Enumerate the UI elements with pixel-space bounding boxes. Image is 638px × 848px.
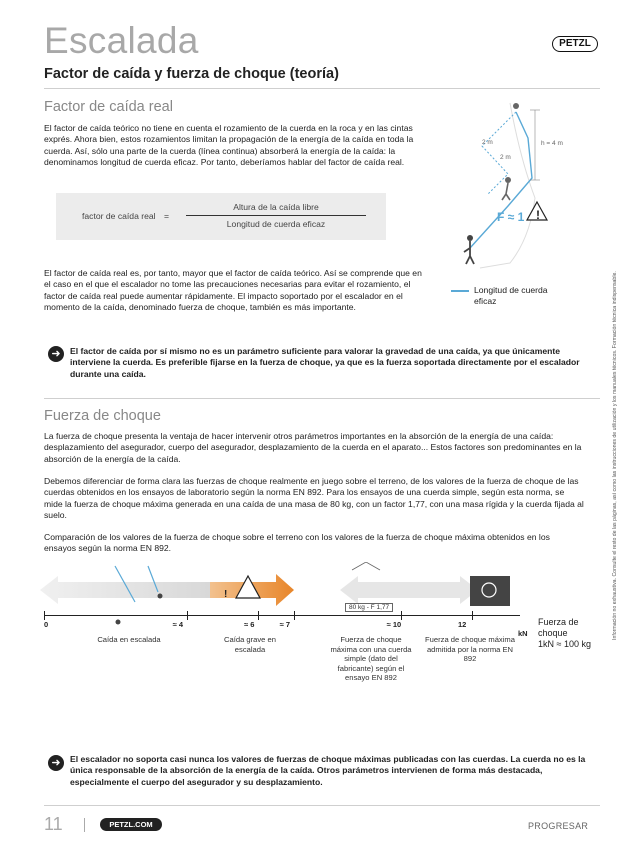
scale-tick-label: 12 — [458, 620, 467, 629]
section1-paragraph-1: El factor de caída teórico no tiene en cuenta el rozamiento de la cuerda en la roca y en las cintas exprés. Ahora bien, estos rozamientos limitan la propagación de la energía de la caída en toda la cuerda. Así, sólo una parte de la cuerda (línea continua) absorberá la energía de la caída: la denominamos longitud de cuerda eficaz. Por tanto, deberíamos hablar del factor de caída real. — [44, 123, 414, 167]
scale-tick-mark — [472, 611, 473, 620]
scale-warning-mark: ! — [224, 589, 228, 600]
section-heading-impact-force: Fuerza de choque — [44, 408, 161, 424]
fall-factor-illustration — [440, 98, 600, 303]
formula-left: factor de caída real — [82, 211, 156, 221]
section-divider — [44, 398, 600, 399]
scale-tick-label: ≈ 4 — [172, 620, 184, 629]
belayer-scale-icon — [116, 620, 121, 625]
scale-tick-mark — [187, 611, 188, 620]
note-impact-force: El escalador no soporta casi nunca los valores de fuerzas de choque máximas publicadas con las cuerdas. La cuerda no es la única responsable de la absorción de la energía de la caída. Otros parámetros intervienen de forma más destacada, especialmente el cuerpo del asegurador y su desplazamiento. — [70, 754, 586, 787]
fall-factor-value: F ≈ 1 — [497, 210, 525, 224]
caption-climbing-fall: Caída en escalada — [97, 635, 161, 644]
legend-effective-rope: Longitud de cuerda eficaz — [474, 285, 548, 307]
section2-paragraph-3: Comparación de los valores de la fuerza de choque sobre el terreno con los valores de la fuerza de choque máxima obtenidos en los ensayos según la norma EN 892. — [44, 532, 550, 554]
climber-top-icon — [513, 103, 519, 109]
section-heading-factor: Factor de caída real — [44, 99, 173, 115]
test-rig-icon — [352, 562, 380, 570]
page-subtitle: Factor de caída y fuerza de choque (teoría) — [44, 66, 339, 82]
formula-fraction-line — [186, 215, 366, 216]
scale-tick-label: 0 — [44, 620, 49, 629]
footer-separator — [84, 818, 85, 832]
formula-numerator: Altura de la caída libre — [233, 202, 319, 212]
formula-equals: = — [164, 211, 170, 221]
warning-mark: ! — [536, 208, 540, 222]
label-2m-top: 2 m — [482, 139, 493, 146]
section2-paragraph-1: La fuerza de choque presenta la ventaja de hacer intervenir otros parámetros importantes en la absorción de la energía de una caída: desplazamiento del asegurador, cuerpo del asegurador, desplazamiento de la cuerda en el aparato... Estos factores son predominantes en la absorción de la energía de la caída. — [44, 431, 582, 464]
formula-denominator: Longitud de cuerda eficaz — [226, 219, 326, 229]
arrow-right-icon: ➜ — [48, 346, 64, 362]
petzl-website-link[interactable]: PETZL.COM — [100, 818, 162, 831]
climber-scale-icon — [158, 594, 163, 599]
page-number: 11 — [44, 814, 63, 834]
scale-tick-label: ≈ 7 — [279, 620, 291, 629]
scale-tick-mark — [44, 611, 45, 620]
section1-paragraph-2: El factor de caída real es, por tanto, mayor que el factor de caída teórico. Así se comprende que en el caso en el que el escalador no tome las precauciones necesarias para evitar el rozamiento, el factor de caída real puede aumentar rápidamente. El impacto soportado por el escalador en el momento de la caída, denominado fuerza de choque, también es más importante. — [44, 268, 422, 312]
side-label-conversion: 1kN ≈ 100 kg — [538, 639, 591, 649]
petzl-logo: PETZL — [552, 36, 598, 52]
side-disclaimer: Información no exhaustiva. Consulte el resto de las páginas, así como las instrucciones de utilización y los manuales técnicos. Formación técnica indispensable. — [612, 271, 618, 640]
scale-tick-mark — [258, 611, 259, 620]
formula-box — [56, 193, 386, 240]
scale-tick-mark — [401, 611, 402, 620]
test-label: 80 kg - F 1,77 — [345, 603, 393, 612]
note-fall-factor: El factor de caída por sí mismo no es un parámetro suficiente para valorar la gravedad de una caída, ya que únicamente interviene la cuerda. Es preferible fijarse en la fuerza de choque, ya que es la fuerza soportada directamente por el escalador durante una caída. — [70, 346, 580, 379]
label-2m-bottom: 2 m — [500, 154, 511, 161]
belayer-icon — [467, 235, 473, 241]
climber-fall-icon — [505, 177, 511, 183]
arrow-right-icon-2: ➜ — [48, 755, 64, 771]
side-label-title: Fuerza de choque — [538, 617, 579, 638]
section2-paragraph-2: Debemos diferenciar de forma clara las fuerzas de choque realmente en juego sobre el terreno, de los valores de la fuerza de choque de las cuerdas obtenidos en los ensayos de laboratorio según la norma EN 892. Para los ensayos de una cuerda simple, según esta norma, se mide la fuerza de choque máxima generada en una caída de una masa de 80 kg, con un factor 1,77, con una masa rígida y la cuerda fijada al suelo. — [44, 476, 584, 520]
caption-max-impact-norm: Fuerza de choque máxima admitida por la norma EN 892 — [425, 635, 515, 664]
scale-unit: kN — [518, 629, 528, 638]
caption-max-impact-single-rope: Fuerza de choque máxima con una cuerda simple (dato del fabricante) según el ensayo EN 892 — [330, 635, 412, 683]
impact-force-scale-graphic — [40, 562, 540, 626]
scale-side-label — [538, 617, 608, 650]
footer-divider — [44, 805, 600, 806]
header-divider — [44, 88, 600, 89]
legend-rope-line — [451, 290, 469, 292]
page-title: Escalada — [44, 20, 199, 61]
scale-tick-mark — [294, 611, 295, 620]
label-height: h = 4 m — [541, 140, 563, 147]
footer-section: PROGRESAR — [528, 821, 589, 831]
scale-tick-label: ≈ 6 — [244, 620, 255, 629]
caption-severe-fall: Caída grave en escalada — [224, 635, 276, 654]
scale-tick-label: ≈ 10 — [386, 620, 402, 629]
scale-axis — [44, 615, 520, 616]
